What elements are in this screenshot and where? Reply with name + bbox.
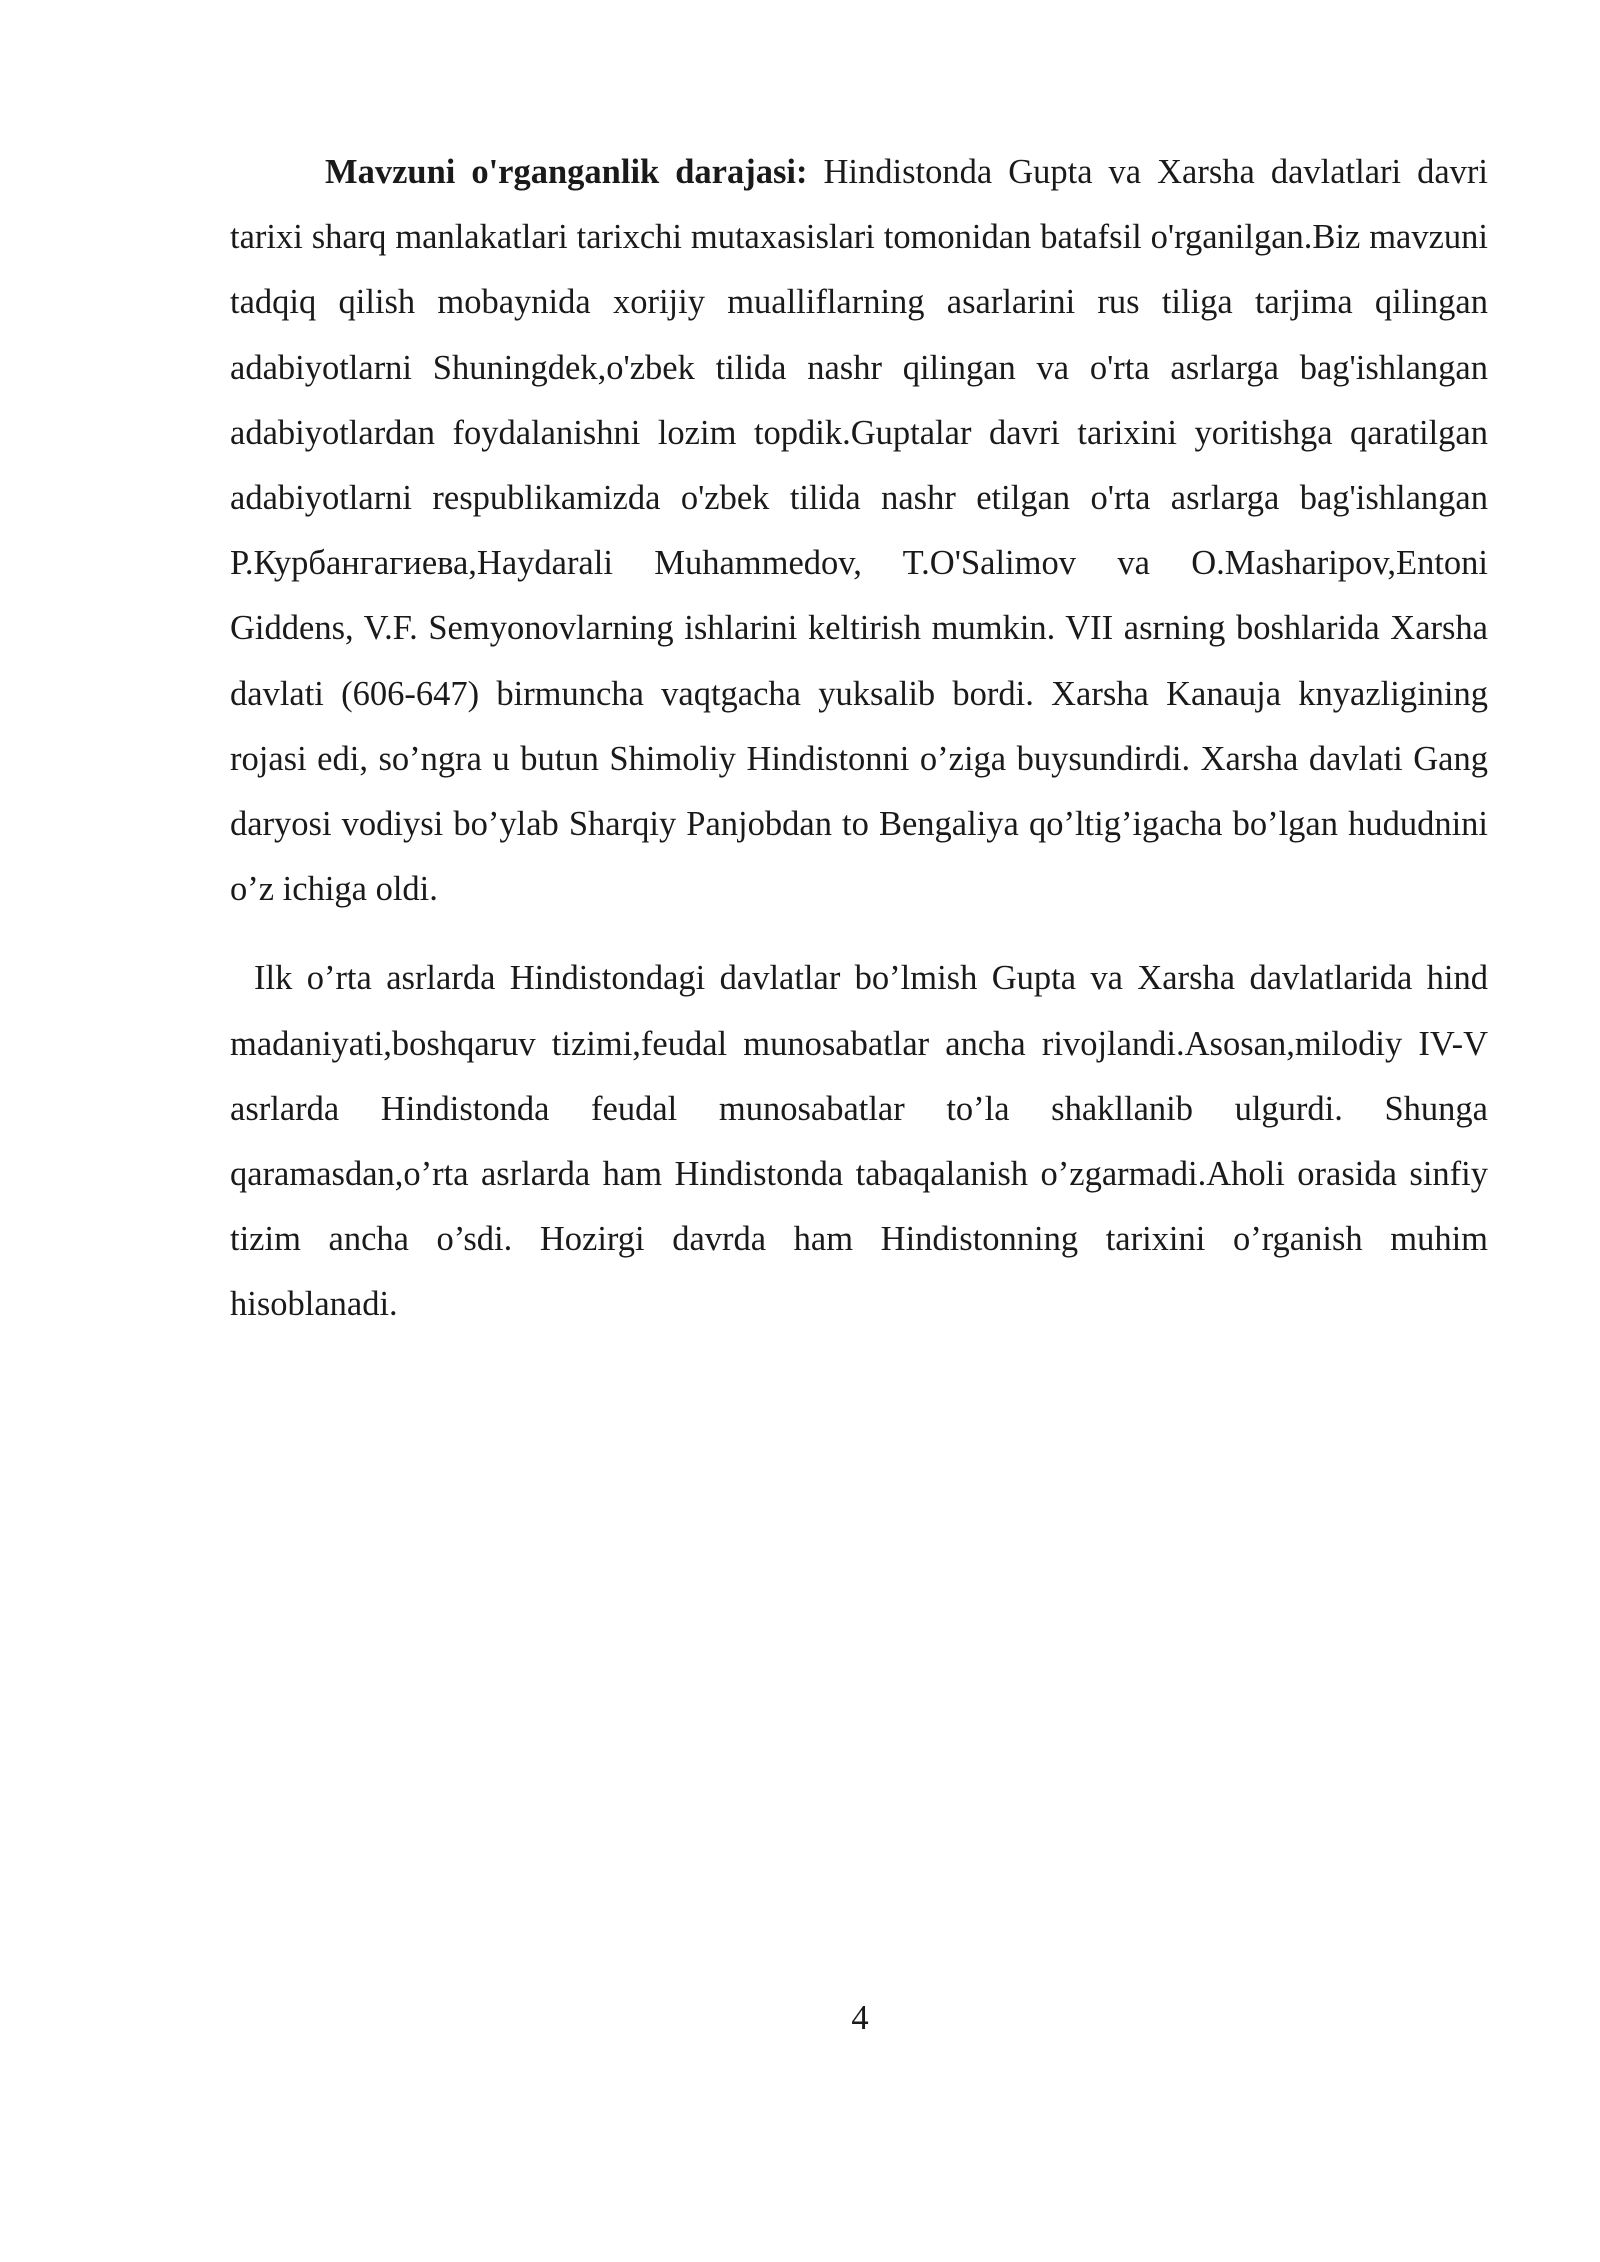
page-number: 4 bbox=[851, 1999, 869, 2037]
paragraph-1-text: Hindistonda Gupta va Xarsha davlatlari davri tarixi sharq manlakatlari tarixchi mutaxasislari tomonidan batafsil o'rganilgan.Biz mavzuni tadqiq qilish mobaynida xorijiy mualliflarning asarlarini rus tiliga tarjima qilingan adabiyotlarni Shuningdek,o'zbek tilida nashr qilingan va o'rta asrlarga bag'ishlangan adabiyotlardan foydalanishni lozim topdik.Guptalar davri tarixini yoritishga qaratilgan adabiyotlarni respublikamizda o'zbek tilida nashr etilgan o'rta asrlarga bag'ishlangan Р.Курбангагиева,Haydarali Muhammedov, T.O'Salimov va O.Masharipov,Entoni Giddens, V.F. Semyonovlarning ishlarini keltirish mumkin. VII asrning boshlarida Xarsha davlati (606-647) birmuncha vaqtgacha yuksalib bordi. Xarsha Kanauja knyazligining rojasi edi, so’ngra u butun Shimoliy Hindistonni o’ziga buysundirdi. Xarsha davlati Gang daryosi vodiysi bo’ylab Sharqiy Panjobdan to Bengaliya qo’ltig’igacha bo’lgan hududnini o’z ichiga oldi. bbox=[230, 153, 1488, 909]
section-heading: Mavzuni o'rganganlik darajasi: bbox=[325, 153, 808, 191]
paragraph-1 bbox=[230, 140, 1488, 922]
paragraph-2 bbox=[230, 946, 1488, 1337]
document-body bbox=[230, 140, 1488, 1338]
paragraph-2-text: Ilk o’rta asrlarda Hindistondagi davlatlar bo’lmish Gupta va Xarsha davlatlarida hind madaniyati,boshqaruv tizimi,feudal munosabatlar ancha rivojlandi.Asosan,milodiy IV-V asrlarda Hindistonda feudal munosabatlar to’la shakllanib ulgurdi. Shunga qaramasdan,o’rta asrlarda ham Hindistonda tabaqalanish o’zgarmadi.Aholi orasida sinfiy tizim ancha o’sdi. Hozirgi davrda ham Hindistonning tarixini o’rganish muhim hisoblanadi. bbox=[230, 959, 1488, 1324]
